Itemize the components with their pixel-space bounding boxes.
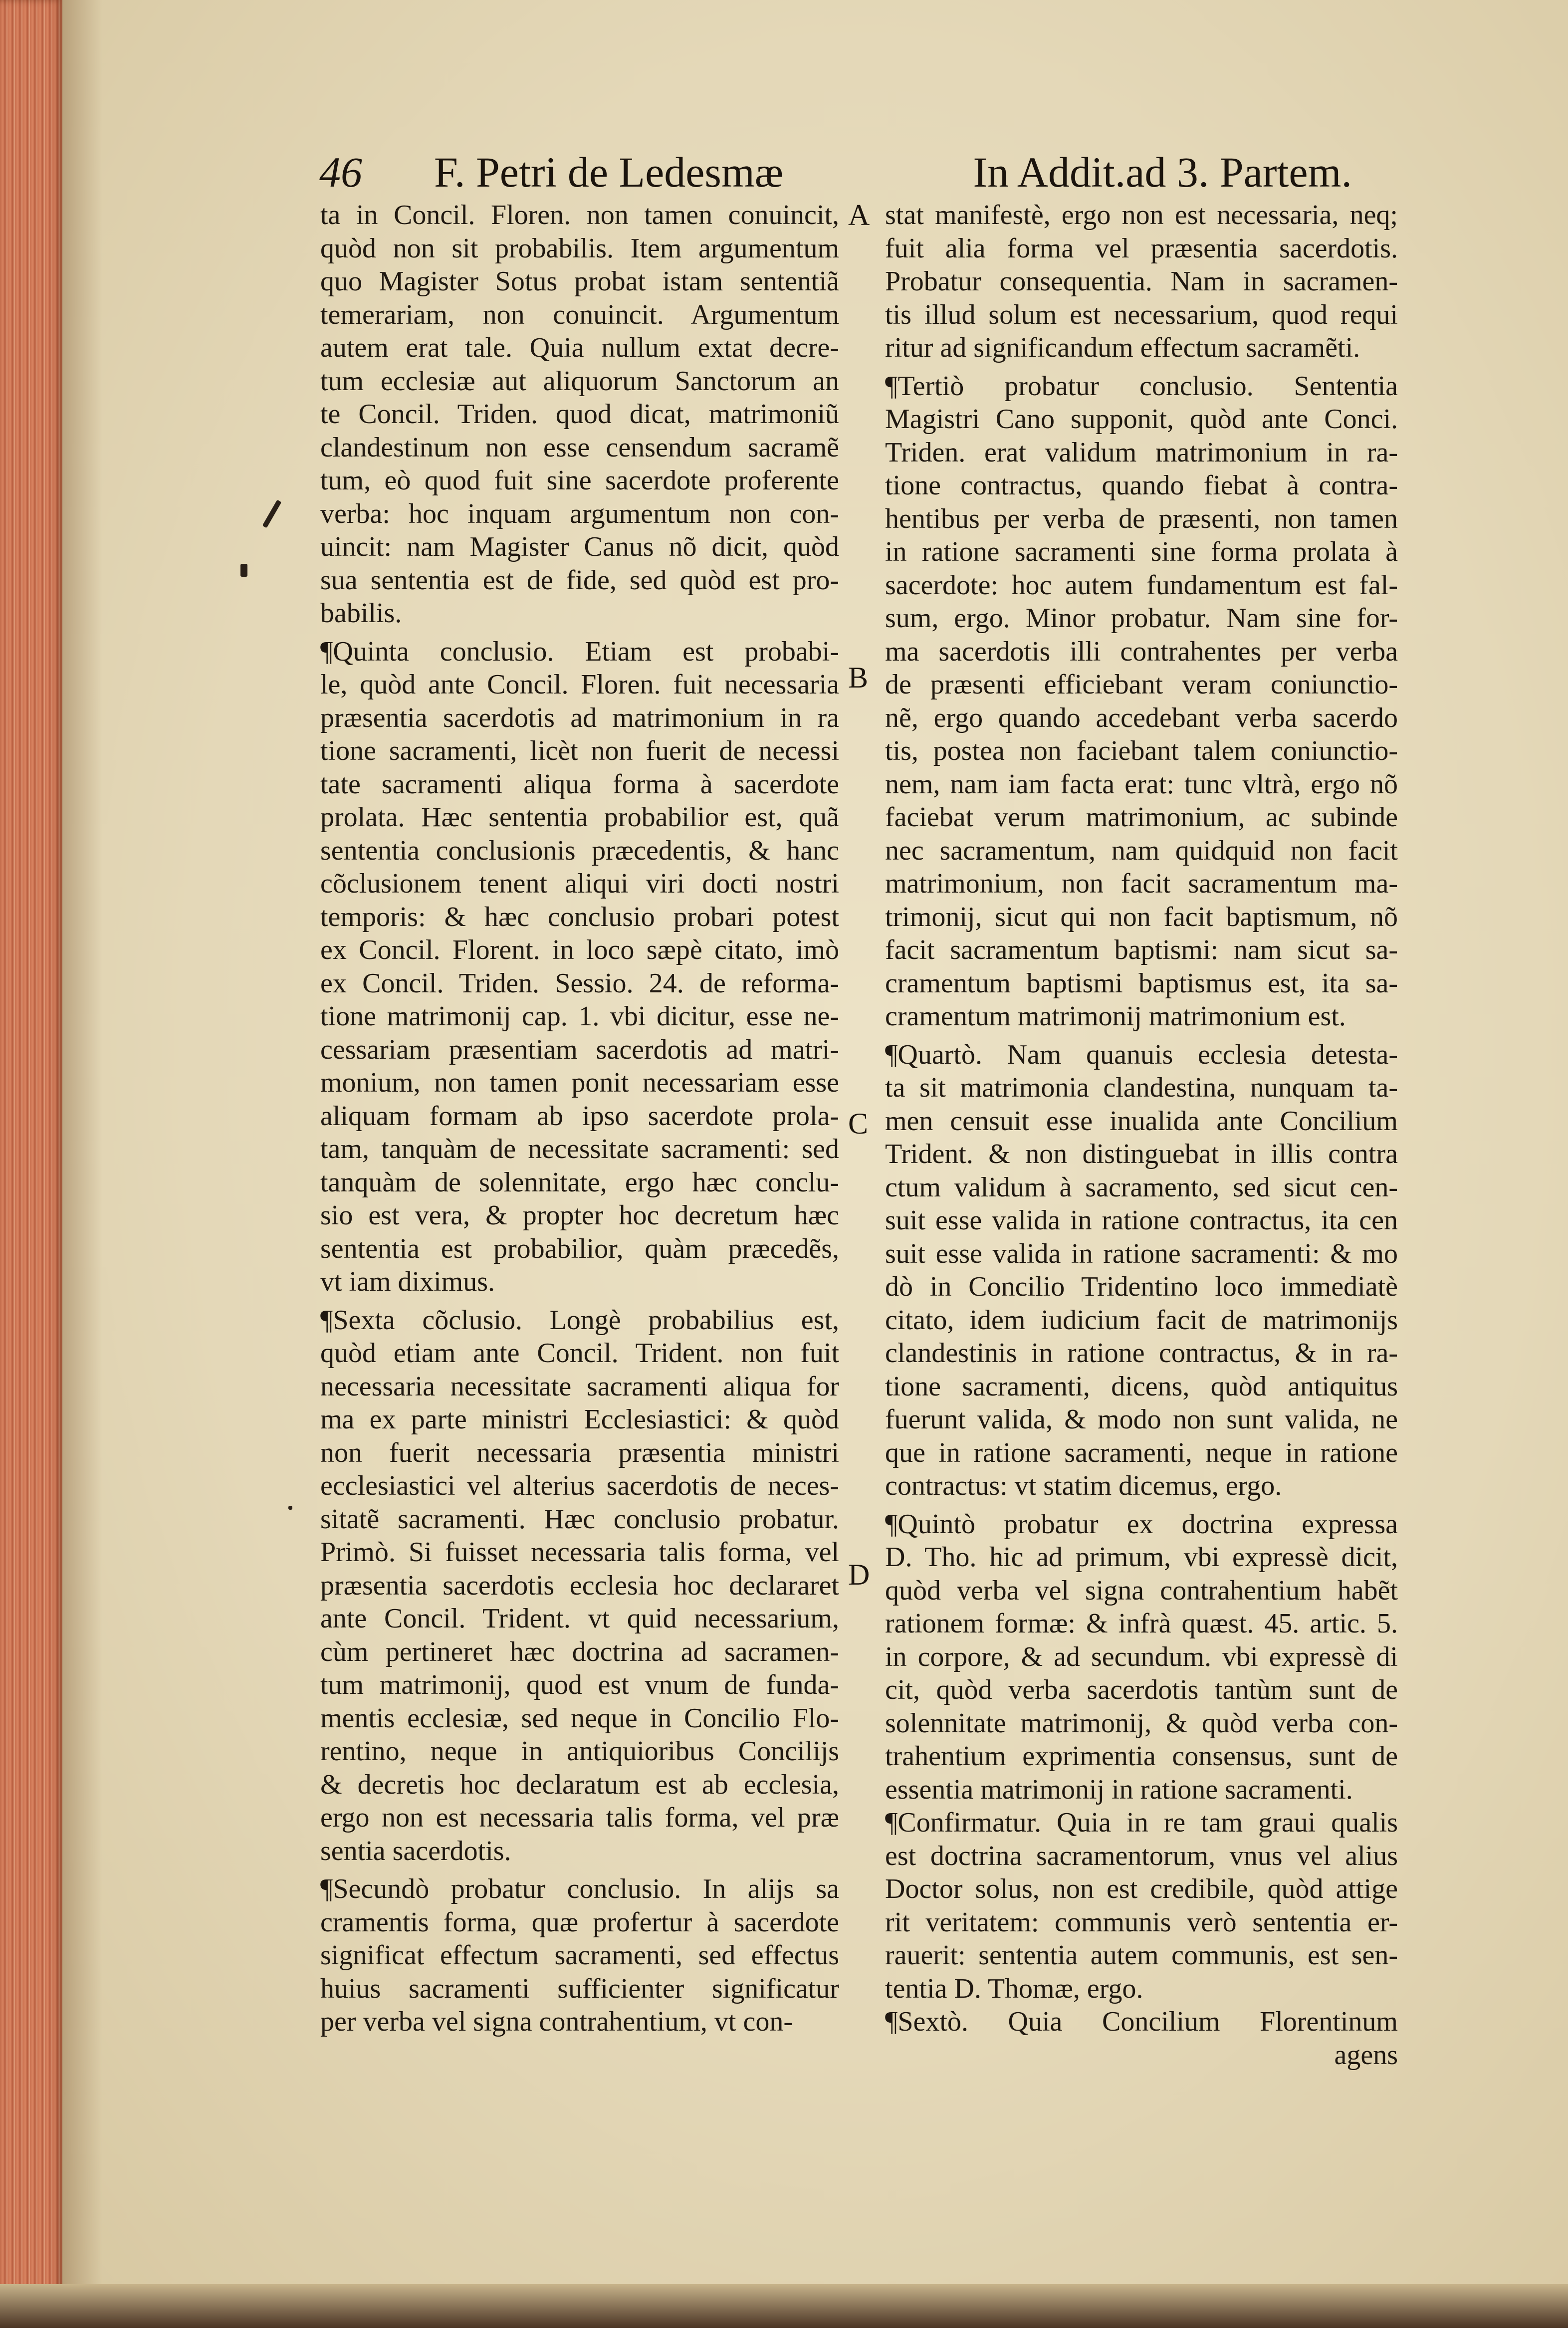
ink-dot — [288, 1506, 292, 1510]
text-line: sitatẽ sacramenti. Hæc conclusio probatur. — [320, 1503, 839, 1535]
margin-letter-a: A — [848, 199, 870, 232]
left-column-text — [320, 199, 839, 2039]
text-line: essentia matrimonij in ratione sacramenti. — [885, 1774, 1353, 1805]
margin-letter-d: D — [848, 1558, 870, 1591]
text-line: men censuit esse inualida ante Concilium — [885, 1105, 1398, 1137]
text-line: rit veritatem: communis verò sententia er- — [885, 1906, 1398, 1938]
text-line: cit, quòd verba sacerdotis tantùm sunt de — [885, 1674, 1398, 1705]
text-line: ¶Quinta conclusio. Etiam est probabi- — [320, 636, 839, 667]
text-line: ta in Concil. Floren. non tamen conuincit, — [320, 200, 839, 231]
text-line: ecclesiastici vel alterius sacerdotis de neces- — [320, 1470, 839, 1501]
paragraph-gap — [885, 365, 1398, 370]
ink-mark — [240, 564, 247, 577]
text-line: cramentum baptismi baptismus est, ita sa- — [885, 967, 1398, 999]
text-line: cramentum matrimonij matrimonium est. — [885, 1001, 1346, 1032]
text-line: necessaria necessitate sacramenti aliqua for — [320, 1371, 839, 1402]
text-line: ma ex parte ministri Ecclesiastici: & quòd — [320, 1404, 839, 1435]
text-line: suit esse valida in ratione sacramenti: & mo — [885, 1238, 1398, 1269]
text-line: agens — [1334, 2039, 1398, 2071]
text-line: nẽ, ergo quando accedebant verba sacerdo — [885, 702, 1398, 733]
text-line: tum, eò quod fuit sine sacerdote proferente — [320, 465, 839, 496]
text-line: ex Concil. Florent. in loco sæpè citato, imò — [320, 934, 839, 965]
text-line: Trident. & non distinguebat in illis contra — [885, 1139, 1398, 1169]
text-line: ¶Sextò. Quia Concilium Florentinum — [885, 2006, 1398, 2037]
text-line: rauerit: sententia autem communis, est sen- — [885, 1940, 1398, 1971]
text-line: faciebat verum matrimonium, ac subinde — [885, 802, 1398, 833]
text-line: ante Concil. Trident. vt quid necessarium, — [320, 1603, 839, 1634]
text-line: tanquàm de solennitate, ergo hæc conclu- — [320, 1166, 839, 1198]
text-line: huius sacramenti sufficienter significatur — [320, 1973, 839, 2004]
ink-mark — [262, 500, 282, 528]
text-line: ta sit matrimonia clandestina, nunquam ta- — [885, 1072, 1398, 1103]
text-line: tam, tanquàm de necessitate sacramenti: sed — [320, 1134, 839, 1164]
running-head — [319, 145, 1352, 200]
text-line: præsentia sacerdotis ecclesia hoc declararet — [320, 1570, 839, 1601]
text-line: mentis ecclesiæ, sed neque in Concilio Flo- — [320, 1702, 839, 1734]
text-line: D. Tho. hic ad primum, vbi expressè dicit, — [885, 1542, 1398, 1573]
paragraph-gap — [885, 1033, 1398, 1038]
text-line: nec sacramentum, nam quidquid non facit — [885, 835, 1398, 866]
text-line: rationem formæ: & infrà quæst. 45. artic. 5. — [885, 1608, 1398, 1639]
text-line: ex Concil. Triden. Sessio. 24. de reforma- — [320, 967, 839, 999]
text-line: prolata. Hæc sententia probabilior est, quã — [320, 802, 839, 833]
text-line: tione sacramenti, dicens, quòd antiquitus — [885, 1371, 1398, 1402]
text-line: trahentium exprimentia consensus, sunt de — [885, 1741, 1398, 1772]
text-line: clandestinis in ratione contractus, & in ra- — [885, 1338, 1398, 1369]
text-line: clandestinum non esse censendum sacramẽ — [320, 432, 839, 463]
text-line: Doctor solus, non est credibile, quòd attige — [885, 1873, 1398, 1904]
text-line: stat manifestè, ergo non est necessaria, neq; — [885, 200, 1398, 231]
paragraph-gap — [320, 1867, 839, 1872]
text-line: ctum validum à sacramento, sed sicut cen- — [885, 1171, 1398, 1203]
text-line: temporis: & hæc conclusio probari potest — [320, 901, 839, 932]
text-line: est doctrina sacramentorum, vnus vel alius — [885, 1840, 1398, 1871]
page-bottom-edge — [0, 2284, 1568, 2328]
text-line: ¶Quartò. Nam quanuis ecclesia detesta- — [885, 1039, 1398, 1070]
text-line: Magistri Cano supponit, quòd ante Conci. — [885, 404, 1398, 435]
running-head-left: F. Petri de Ledesmæ — [434, 148, 784, 196]
text-line: tentia D. Thomæ, ergo. — [885, 1973, 1143, 2004]
margin-letter-b: B — [848, 661, 869, 694]
text-line: tum ecclesiæ aut aliquorum Sanctorum an — [320, 365, 839, 397]
text-line: te Concil. Triden. quod dicat, matrimoniũ — [320, 399, 839, 430]
text-line: quòd etiam ante Concil. Trident. non fuit — [320, 1338, 839, 1369]
text-line: solennitate matrimonij, & quòd verba con- — [885, 1707, 1398, 1739]
text-line: quòd non sit probabilis. Item argumentum — [320, 233, 839, 264]
text-line: contractus: vt statim dicemus, ergo. — [885, 1470, 1282, 1501]
text-line: temerariam, non conuincit. Argumentum — [320, 299, 839, 330]
text-line: sententia conclusionis præcedentis, & hanc — [320, 835, 839, 866]
text-line: Probatur consequentia. Nam in sacramen- — [885, 266, 1398, 297]
text-line: verba: hoc inquam argumentum non con- — [320, 498, 839, 529]
text-line: significat effectum sacramenti, sed effectus — [320, 1940, 839, 1971]
text-line: sentia sacerdotis. — [320, 1835, 511, 1866]
text-line: tione sacramenti, licèt non fuerit de necessi — [320, 735, 839, 766]
text-line: Primò. Si fuisset necessaria talis forma, vel — [320, 1537, 839, 1568]
text-line: sio est vera, & propter hoc decretum hæc — [320, 1200, 839, 1231]
text-line: trimonij, sicut qui non facit baptismum, nõ — [885, 901, 1398, 932]
text-line: tate sacramenti aliqua forma à sacerdote — [320, 768, 839, 800]
text-line: sum, ergo. Minor probatur. Nam sine for- — [885, 603, 1398, 634]
text-line: & decretis hoc declaratum est ab ecclesia, — [320, 1769, 839, 1800]
text-line: sacerdote: hoc autem fundamentum est fal- — [885, 569, 1398, 601]
page-shadow — [62, 0, 102, 2328]
text-line: ergo non est necessaria talis forma, vel præ — [320, 1802, 839, 1833]
text-line: ritur ad significandum effectum sacramẽti. — [885, 332, 1360, 363]
margin-letter-c: C — [848, 1107, 869, 1140]
text-line: non fuerit necessaria præsentia ministri — [320, 1437, 839, 1468]
text-line: tis, postea non faciebant talem coniunctio- — [885, 735, 1398, 766]
text-line: ¶Quintò probatur ex doctrina expressa — [885, 1508, 1398, 1540]
text-line: uincit: nam Magister Canus nõ dicit, quòd — [320, 531, 839, 562]
text-line: le, quòd ante Concil. Floren. fuit necessaria — [320, 669, 839, 700]
text-line: fuerunt valida, & modo non sunt valida, ne — [885, 1404, 1398, 1435]
text-line: quo Magister Sotus probat istam sententiã — [320, 266, 839, 297]
text-line: fuit alia forma vel præsentia sacerdotis. — [885, 233, 1398, 264]
text-line: sententia est probabilior, quàm præcedẽs, — [320, 1233, 839, 1264]
text-line: in corpore, & ad secundum. vbi expressè di — [885, 1641, 1398, 1672]
text-line: babilis. — [320, 598, 402, 629]
text-line: ¶Sexta cõclusio. Longè probabilius est, — [320, 1304, 839, 1336]
text-line: cessariam præsentiam sacerdotis ad matri- — [320, 1034, 839, 1065]
text-line: nem, nam iam facta erat: tunc vltrà, ergo nõ — [885, 768, 1398, 800]
text-line: de præsenti efficiebant veram coniunctio- — [885, 669, 1398, 700]
text-line: ma sacerdotis illi contrahentes per verba — [885, 636, 1398, 667]
text-line: aliquam formam ab ipso sacerdote prola- — [320, 1100, 839, 1132]
text-line: per verba vel signa contrahentium, vt con- — [320, 2006, 793, 2037]
text-line: ¶Secundò probatur conclusio. In alijs sa — [320, 1873, 839, 1904]
text-line: ¶Confirmatur. Quia in re tam graui qualis — [885, 1807, 1398, 1838]
text-line: præsentia sacerdotis ad matrimonium in ra — [320, 702, 839, 733]
right-column-text — [885, 199, 1398, 2072]
text-line: suit esse valida in ratione contractus, ita cen — [885, 1205, 1398, 1236]
text-line: cramentis forma, quæ profertur à sacerdote — [320, 1906, 839, 1938]
text-line: rentino, neque in antiquioribus Concilijs — [320, 1736, 839, 1767]
text-line: dò in Concilio Tridentino loco immediatè — [885, 1271, 1398, 1302]
text-line: citato, idem iudicium facit de matrimonijs — [885, 1304, 1398, 1336]
paragraph-gap — [885, 1503, 1398, 1508]
text-line: in ratione sacramenti sine forma prolata à — [885, 536, 1398, 567]
text-line: que in ratione sacramenti, neque in ratione — [885, 1437, 1398, 1468]
text-line: tione matrimonij cap. 1. vbi dicitur, esse ne- — [320, 1001, 839, 1032]
text-line: autem erat tale. Quia nullum extat decre- — [320, 332, 839, 363]
text-line: tis illud solum est necessarium, quod requi — [885, 299, 1398, 330]
page-number: 46 — [319, 148, 362, 196]
text-line: tione contractus, quando fiebat à contra- — [885, 470, 1398, 501]
paragraph-gap — [320, 630, 839, 635]
text-line: cõclusionem tenent aliqui viri docti nostri — [320, 868, 839, 899]
page-fore-edge — [0, 0, 62, 2328]
running-head-right: In Addit.ad 3. Partem. — [973, 148, 1352, 196]
text-line: matrimonium, non facit sacramentum ma- — [885, 868, 1398, 899]
text-line: sua sententia est de fide, sed quòd est pro- — [320, 564, 839, 596]
text-line: facit sacramentum baptismi: nam sicut sa- — [885, 934, 1398, 965]
text-line: monium, non tamen ponit necessariam esse — [320, 1067, 839, 1098]
text-line: quòd verba vel signa contrahentium habẽt — [885, 1575, 1398, 1606]
text-line: cùm pertineret hæc doctrina ad sacramen- — [320, 1636, 839, 1667]
text-line: Triden. erat validum matrimonium in ra- — [885, 437, 1398, 468]
text-line: ¶Tertiò probatur conclusio. Sententia — [885, 370, 1398, 402]
text-line: tum matrimonij, quod est vnum de funda- — [320, 1669, 839, 1700]
text-line: vt iam diximus. — [320, 1266, 495, 1297]
text-line: hentibus per verba de præsenti, non tamen — [885, 503, 1398, 534]
paragraph-gap — [320, 1299, 839, 1304]
